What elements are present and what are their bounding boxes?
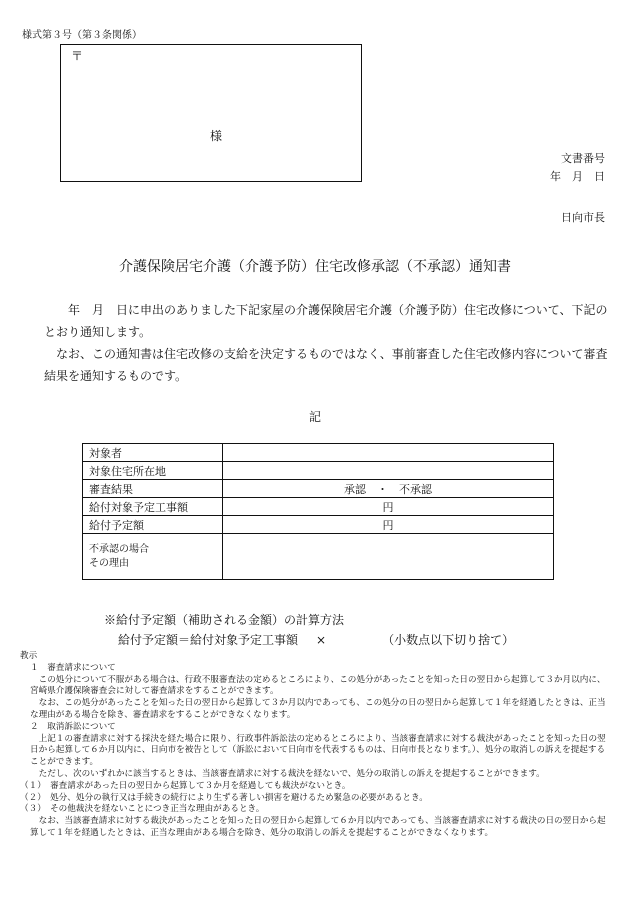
postal-mark: 〒 — [71, 49, 84, 63]
table-row — [83, 534, 554, 580]
row-label: 審査結果 — [83, 480, 223, 498]
addressee-suffix: 様 — [210, 129, 223, 143]
issuer: 日向市長 — [561, 211, 605, 224]
row-label — [83, 534, 223, 580]
table-row — [83, 462, 554, 480]
form-number: 様式第３号（第３条関係） — [22, 30, 142, 41]
date-label: 年 月 日 — [550, 170, 605, 183]
notice-s2-item3: （３） その他裁決を経ないことにつき正当な理由があるとき。 — [20, 804, 265, 815]
notice-s2-p1: 上記１の審査請求に対する採決を経た場合に限り、行政事件訴訟法の定めるところにより、当該審査請求に対する裁決があったことを知った日の翌日から起算して６か月以内に、日向市を被告として（訴訟において日向市を代表するものは、日向市長となります。）、処分の取消しの訴えを提起することができます。 — [30, 733, 606, 768]
review-result-value: 承認 ・ 不承認 — [223, 480, 554, 498]
calculation-formula — [118, 631, 514, 648]
rounding-note: （小数点以下切り捨て） — [382, 633, 515, 647]
row-value — [223, 444, 554, 462]
row-label: 給付対象予定工事額 — [83, 498, 223, 516]
row-value: 円 — [223, 516, 554, 534]
page-title: 介護保険居宅介護（介護予防）住宅改修承認（不承認）通知書 — [119, 259, 511, 275]
reason-value — [223, 534, 554, 580]
table-row — [83, 480, 554, 498]
body-text — [44, 299, 610, 387]
document-number-label: 文書番号 — [561, 152, 605, 165]
table-row — [83, 498, 554, 516]
formula-lhs: 給付予定額＝給付対象予定工事額 — [118, 633, 299, 647]
notice-s2-title: ２ 取消訴訟について — [30, 721, 116, 732]
notice-heading: 教示 — [20, 651, 38, 661]
notice-s1-p1: この処分について不服がある場合は、行政不服審査法の定めるところにより、この処分があったことを知った日の翌日から起算して３か月以内に、宮崎県介護保険審査会に対して審査請求をすることができます。 — [30, 674, 606, 697]
calculation-heading: ※給付予定額（補助される金額）の計算方法 — [104, 613, 345, 627]
reason-label-line2: その理由 — [89, 557, 129, 569]
notice-s2-item1: （１） 審査請求があった日の翌日から起算して３か月を経過しても裁決がないとき。 — [20, 780, 351, 791]
ki-heading: 記 — [308, 410, 321, 424]
notice-section — [20, 651, 610, 840]
row-label: 給付予定額 — [83, 516, 223, 534]
notice-s2-p3: なお、当該審査請求に対する裁決があったことを知った日の翌日から起算して６か月以内であっても、当該審査請求に対する裁決の日の翌日から起算して１年を経過したときは、正当な理由がある場合を除き、処分の取消しの訴えを提起することができなくなります。 — [30, 816, 606, 838]
detail-table — [82, 443, 554, 580]
reason-label-line1: 不承認の場合 — [89, 543, 149, 555]
table-row — [83, 444, 554, 462]
body-paragraph-1: 年 月 日に申出のありました下記家屋の介護保険居宅介護（介護予防）住宅改修について、下記のとおり通知します。 — [44, 303, 608, 339]
notice-s2-p2: ただし、次のいずれかに該当するときは、当該審査請求に対する裁決を経ないで、処分の取消しの訴えを提起することができます。 — [38, 768, 545, 779]
notice-s1-p2: なお、この処分があったことを知った日の翌日から起算して３か月以内であっても、この処分の日の翌日から起算して１年を経過したときは、正当な理由がある場合を除き、審査請求をすることができなくなります。 — [30, 698, 606, 720]
notice-s1-title: １ 審査請求について — [30, 662, 116, 673]
row-label: 対象者 — [83, 444, 223, 462]
row-value: 円 — [223, 498, 554, 516]
address-box — [60, 44, 362, 182]
table-row — [83, 516, 554, 534]
notice-s2-item2: （２） 処分、処分の執行又は手続きの続行により生ずる著しい損害を避けるため緊急の必要があるとき。 — [20, 792, 428, 803]
row-value — [223, 462, 554, 480]
row-label: 対象住宅所在地 — [83, 462, 223, 480]
times-sign: × — [316, 633, 327, 647]
body-paragraph-2: なお、この通知書は住宅改修の支給を決定するものではなく、事前審査した住宅改修内容について審査結果を通知するものです。 — [44, 347, 608, 383]
